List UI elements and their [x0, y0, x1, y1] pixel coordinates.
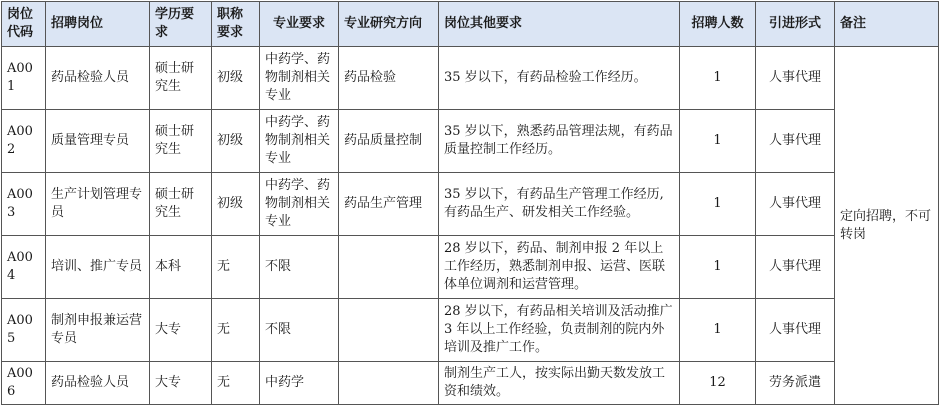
cell-position: 生产计划管理专员 [46, 173, 150, 236]
header-title-req: 职称要求 [212, 2, 260, 47]
cell-education: 硕士研究生 [150, 47, 212, 110]
cell-position: 制剂申报兼运营专员 [46, 299, 150, 362]
cell-code: A004 [2, 236, 46, 299]
cell-education: 本科 [150, 236, 212, 299]
cell-count: 1 [680, 47, 756, 110]
table-row [2, 47, 939, 110]
header-code: 岗位代码 [2, 2, 46, 47]
cell-research [339, 362, 439, 405]
cell-count: 1 [680, 173, 756, 236]
cell-research: 药品质量控制 [339, 110, 439, 173]
cell-education: 硕士研究生 [150, 173, 212, 236]
table-row [2, 362, 939, 405]
cell-form: 人事代理 [756, 173, 835, 236]
cell-title-req: 无 [212, 362, 260, 405]
cell-major: 中药学、药物制剂相关专业 [260, 47, 339, 110]
cell-research [339, 299, 439, 362]
cell-research: 药品生产管理 [339, 173, 439, 236]
cell-title-req: 初级 [212, 110, 260, 173]
cell-code: A003 [2, 173, 46, 236]
cell-education: 大专 [150, 362, 212, 405]
cell-count: 1 [680, 236, 756, 299]
table-row [2, 236, 939, 299]
header-research: 专业研究方向 [339, 2, 439, 47]
cell-form: 人事代理 [756, 110, 835, 173]
cell-remark: 定向招聘，不可转岗 [835, 47, 939, 405]
cell-position: 质量管理专员 [46, 110, 150, 173]
cell-other: 制剂生产工人，按实际出勤天数发放工资和绩效。 [439, 362, 680, 405]
cell-research [339, 236, 439, 299]
cell-other: 35 岁以下，熟悉药品管理法规，有药品质量控制工作经历。 [439, 110, 680, 173]
cell-major: 不限 [260, 236, 339, 299]
cell-research: 药品检验 [339, 47, 439, 110]
cell-count: 1 [680, 110, 756, 173]
cell-other: 35 岁以下，有药品检验工作经历。 [439, 47, 680, 110]
cell-code: A002 [2, 110, 46, 173]
cell-code: A001 [2, 47, 46, 110]
cell-position: 药品检验人员 [46, 47, 150, 110]
cell-major: 不限 [260, 299, 339, 362]
table-row [2, 110, 939, 173]
cell-title-req: 无 [212, 299, 260, 362]
header-form: 引进形式 [756, 2, 835, 47]
header-major: 专业要求 [260, 2, 339, 47]
cell-major: 中药学、药物制剂相关专业 [260, 110, 339, 173]
cell-code: A005 [2, 299, 46, 362]
cell-count: 12 [680, 362, 756, 405]
cell-position: 药品检验人员 [46, 362, 150, 405]
cell-title-req: 初级 [212, 173, 260, 236]
cell-code: A006 [2, 362, 46, 405]
cell-form: 人事代理 [756, 236, 835, 299]
cell-form: 劳务派遣 [756, 362, 835, 405]
cell-major: 中药学、药物制剂相关专业 [260, 173, 339, 236]
cell-other: 28 岁以下，药品、制剂申报 2 年以上工作经历，熟悉制剂申报、运营、医联体单位调剂和运营管理。 [439, 236, 680, 299]
table-row [2, 173, 939, 236]
header-education: 学历要求 [150, 2, 212, 47]
cell-form: 人事代理 [756, 47, 835, 110]
cell-education: 硕士研究生 [150, 110, 212, 173]
cell-count: 1 [680, 299, 756, 362]
recruitment-table [1, 1, 939, 405]
header-position: 招聘岗位 [46, 2, 150, 47]
header-remark: 备注 [835, 2, 939, 47]
header-count: 招聘人数 [680, 2, 756, 47]
cell-title-req: 无 [212, 236, 260, 299]
cell-position: 培训、推广专员 [46, 236, 150, 299]
cell-major: 中药学 [260, 362, 339, 405]
cell-other: 28 岁以下，有药品相关培训及活动推广 3 年以上工作经验，负责制剂的院内外培训及推广工作。 [439, 299, 680, 362]
cell-form: 人事代理 [756, 299, 835, 362]
header-other: 岗位其他要求 [439, 2, 680, 47]
cell-education: 大专 [150, 299, 212, 362]
table-row [2, 299, 939, 362]
cell-title-req: 初级 [212, 47, 260, 110]
header-row [2, 2, 939, 47]
cell-other: 35 岁以下，有药品生产管理工作经历,有药品生产、研发相关工作经验。 [439, 173, 680, 236]
